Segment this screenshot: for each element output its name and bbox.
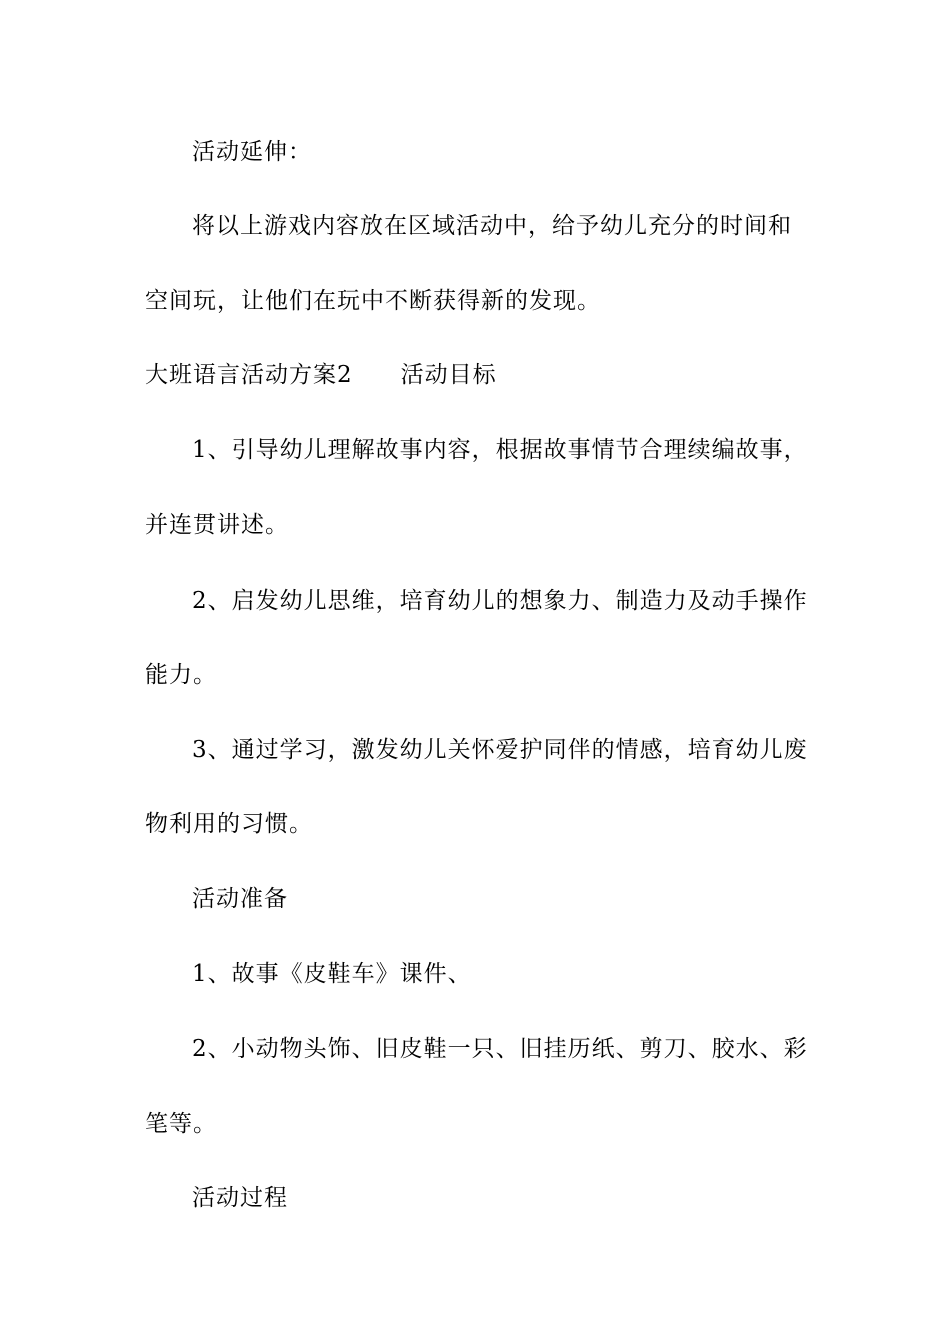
goal-item-2-continued: 能力。 xyxy=(145,662,217,688)
section-heading-extension: 活动延伸： xyxy=(192,139,312,165)
preparation-item-2-continued: 笔等。 xyxy=(145,1111,217,1137)
preparation-item-1: 1、故事《皮鞋车》课件、 xyxy=(192,961,472,987)
plan-title: 大班语言活动方案2 xyxy=(145,362,353,388)
goal-item-1: 1、引导幼儿理解故事内容，根据故事情节合理续编故事， xyxy=(192,437,808,463)
section-heading-preparation: 活动准备 xyxy=(192,886,288,912)
paragraph-line: 空间玩，让他们在玩中不断获得新的发现。 xyxy=(145,288,601,314)
goal-item-1-continued: 并连贯讲述。 xyxy=(145,512,289,538)
preparation-item-2: 2、小动物头饰、旧皮鞋一只、旧挂历纸、剪刀、胶水、彩 xyxy=(192,1036,808,1062)
goal-item-2: 2、启发幼儿思维，培育幼儿的想象力、制造力及动手操作 xyxy=(192,588,808,614)
goal-item-3: 3、通过学习，激发幼儿关怀爱护同伴的情感，培育幼儿废 xyxy=(192,737,808,763)
section-heading-goals: 活动目标 xyxy=(400,362,497,388)
plan-title-row xyxy=(145,359,815,391)
section-heading-process: 活动过程 xyxy=(192,1185,288,1211)
goal-item-3-continued: 物利用的习惯。 xyxy=(145,811,313,837)
paragraph-line: 将以上游戏内容放在区域活动中，给予幼儿充分的时间和 xyxy=(192,213,792,239)
